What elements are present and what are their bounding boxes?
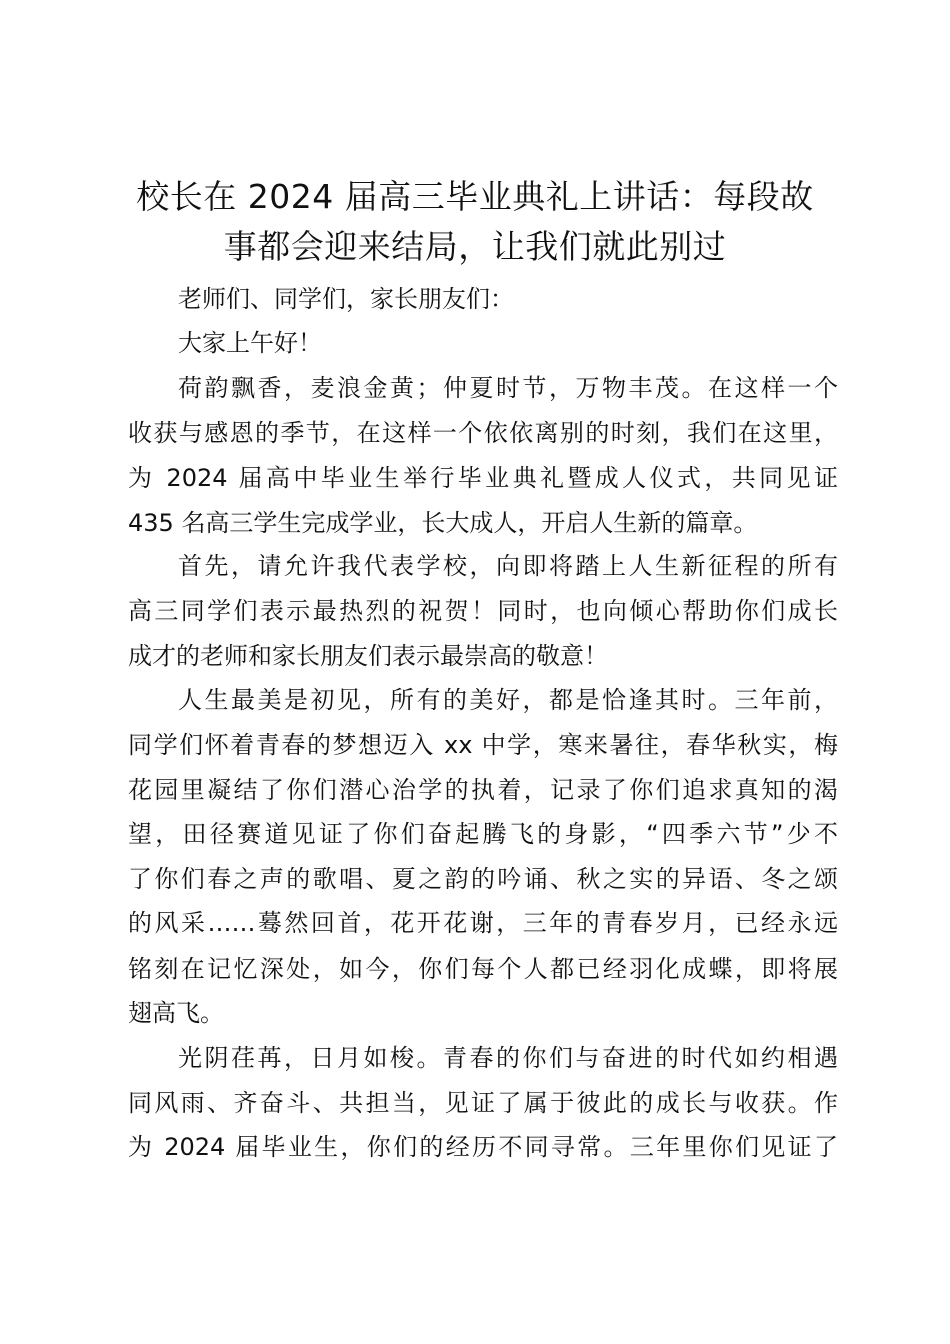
paragraph-line: 花园里凝结了你们潜心治学的执着，记录了你们追求真知的渴 [128, 776, 838, 804]
paragraph-line: 为 2024 届毕业生，你们的经历不同寻常。三年里你们见证了 [128, 1133, 838, 1161]
paragraph-line: 人生最美是初见，所有的美好，都是恰逢其时。三年前， [178, 686, 838, 714]
paragraph-line: 望，田径赛道见证了你们奋起腾飞的身影，“四季六节”少不 [128, 820, 838, 848]
paragraph-line: 翅高飞。 [128, 999, 224, 1027]
document-title [100, 172, 850, 272]
paragraph-line: 了你们春之声的歌唱、夏之韵的吟诵、秋之实的异语、冬之颂 [128, 865, 838, 893]
paragraph-line: 收获与感恩的季节，在这样一个依依离别的时刻，我们在这里， [128, 419, 838, 447]
salutation-line: 大家上午好！ [178, 329, 322, 357]
title-line-1: 校长在 2024 届高三毕业典礼上讲话：每段故 [136, 177, 814, 216]
title-line-2: 事都会迎来结局，让我们就此别过 [223, 227, 727, 266]
paragraph-line: 首先，请允许我代表学校，向即将踏上人生新征程的所有 [178, 552, 838, 580]
paragraph-line: 435 名高三学生完成学业，长大成人，开启人生新的篇章。 [128, 509, 758, 537]
paragraph-line: 荷韵飘香，麦浪金黄；仲夏时节，万物丰茂。在这样一个 [178, 374, 838, 402]
greeting-line: 老师们、同学们，家长朋友们： [178, 285, 514, 313]
paragraph-line: 光阴荏苒，日月如梭。青春的你们与奋进的时代如约相遇 [178, 1044, 838, 1072]
paragraph-line: 同学们怀着青春的梦想迈入 xx 中学，寒来暑往，春华秋实，梅 [128, 731, 838, 759]
paragraph-line: 为 2024 届高中毕业生举行毕业典礼暨成人仪式，共同见证 [128, 464, 838, 492]
paragraph-line: 成才的老师和家长朋友们表示最崇高的敬意！ [128, 642, 608, 670]
paragraph-line: 铭刻在记忆深处，如今，你们每个人都已经羽化成蝶，即将展 [128, 955, 838, 983]
paragraph-line: 高三同学们表示最热烈的祝贺！同时，也向倾心帮助你们成长 [128, 597, 838, 625]
paragraph-line: 同风雨、齐奋斗、共担当，见证了属于彼此的成长与收获。作 [128, 1089, 838, 1117]
paragraph-line: 的风采……蓦然回首，花开花谢，三年的青春岁月，已经永远 [128, 909, 838, 937]
